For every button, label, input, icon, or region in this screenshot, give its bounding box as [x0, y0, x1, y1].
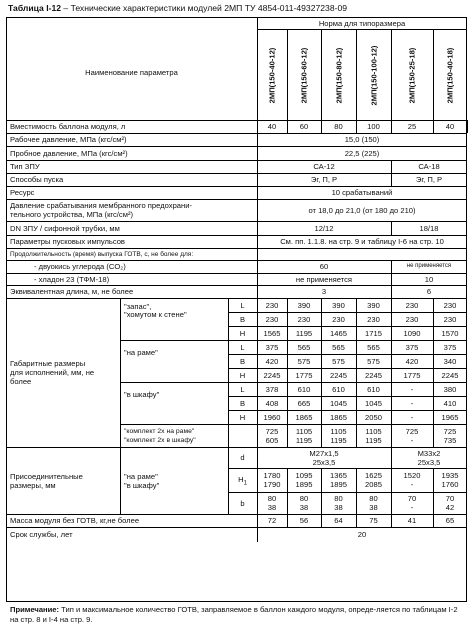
grid-line: [6, 221, 467, 222]
dim-value: 1570: [441, 328, 459, 338]
row-label: - двуокись углерода (CO₂): [34, 262, 126, 271]
row-label: Масса модуля без ГОТВ, кг,не более: [10, 516, 140, 525]
service-life-value: 20: [357, 530, 367, 539]
row-label: Срок службы, лет: [10, 530, 73, 539]
dim-letter: H: [239, 328, 246, 338]
mass-value: 65: [445, 516, 455, 525]
dim-value: 1775: [295, 370, 313, 380]
row-label: Ресурс: [10, 188, 35, 197]
dims-label: более: [10, 376, 32, 386]
conn-letter: d: [240, 453, 245, 462]
conn-d-18: М33х2 25х3,5: [417, 448, 441, 467]
dim-sublabel: "комплект 2х в шкафу": [124, 437, 196, 444]
conn-b: 80 38: [299, 494, 309, 512]
dim-value: 380: [443, 384, 457, 394]
grid-line: [287, 29, 288, 120]
dim-value: 1775: [403, 370, 421, 380]
dim-value: 2050: [365, 412, 382, 422]
dim-value: 1965: [441, 412, 459, 422]
row-label: Давление срабатывания мембранного предохрани-: [10, 201, 192, 210]
dim-value: 390: [332, 300, 345, 310]
dim-value: 420: [405, 356, 419, 366]
dim-sublabel: "комплект 2х на раме": [124, 428, 195, 435]
mass-value: 41: [407, 516, 417, 525]
conn-h: 1935 1760: [441, 471, 459, 489]
dim-value: 665: [297, 398, 311, 408]
table-note: Примечание: Тип и максимальное количество ГОТВ, заправляемое в баллон каждого модуля, опреде-ляется по таблицам I-2 на стр. 8 и I-4 на стр. 9.: [10, 605, 458, 624]
dim-letter: B: [239, 314, 246, 324]
size-group-header: Норма для типоразмера: [318, 19, 406, 28]
dim-value: 565: [332, 342, 345, 352]
row-value: 10 срабатываний: [331, 188, 393, 197]
row-value-12: Эг, П, Р: [310, 175, 338, 184]
conn-label: Присоединительные: [10, 471, 83, 481]
dim-value: 1045: [330, 398, 347, 408]
mass-value: 56: [299, 516, 309, 525]
dim-value: 230: [367, 314, 380, 324]
dim-value: 420: [265, 356, 279, 366]
dim-value: 2245: [263, 370, 281, 380]
grid-line: [391, 29, 392, 120]
capacity-value: 80: [334, 122, 343, 131]
dim-value: 410: [443, 398, 457, 408]
dim-value: 2245: [330, 370, 347, 380]
dim-value: 575: [367, 356, 380, 366]
dim-value: 375: [265, 342, 279, 352]
row-label: Пробное давление, МПа (кгс/см²): [10, 148, 128, 158]
dim-value: 565: [297, 342, 311, 352]
capacity-value: 60: [299, 122, 309, 131]
row-label: - хладон 23 (ТФМ-18): [34, 274, 110, 284]
dim-value: 725 605: [265, 426, 279, 445]
co2-value-18: не применяется: [406, 263, 452, 269]
conn-letter: $H_1$: [238, 475, 247, 487]
dim-value: 575: [332, 356, 345, 366]
dim-letter: H: [239, 412, 246, 422]
grid-line: [467, 120, 468, 133]
grid-line: [228, 410, 467, 411]
row-label: Рабочее давление, МПа (кгс/см²): [10, 135, 127, 144]
grid-line: [433, 29, 434, 120]
dim-value: 230: [297, 314, 311, 324]
model-header: 2МП(150-100-12): [369, 45, 378, 105]
dim-value: 2245: [365, 370, 382, 380]
dim-letter: H: [239, 370, 246, 380]
grid-line: [6, 173, 467, 174]
row-value-18: СА-18: [418, 162, 440, 171]
param-name-header: Наименование параметра: [85, 68, 178, 77]
conn-d-12: М27х1,5 25х3,5: [309, 448, 339, 467]
row-value: от 18,0 до 21,0 (от 180 до 210): [308, 205, 416, 215]
dim-value: 1865: [295, 412, 313, 422]
grid-line: [6, 527, 467, 528]
grid-line: [257, 17, 258, 120]
conn-label: размеры, мм: [10, 480, 56, 490]
dim-value: 390: [367, 300, 380, 310]
grid-line: [6, 146, 467, 147]
dim-value: 230: [405, 314, 419, 324]
row-label: Способы пуска: [10, 175, 64, 184]
row-value-12: СА-12: [313, 162, 335, 171]
dim-value: 575: [297, 356, 311, 366]
dim-value: 230: [265, 314, 279, 324]
dim-value: 1105 1195: [365, 426, 382, 445]
grid-line: [228, 354, 467, 355]
dim-value: 2245: [441, 370, 459, 380]
capacity-value: 40: [267, 122, 277, 131]
dims-label: для исполнений, мм, не: [10, 367, 95, 377]
dim-value: 610: [332, 384, 345, 394]
dim-value: 378: [265, 384, 279, 394]
dim-value: 230: [265, 300, 279, 310]
model-header: 2МП(150-40-18): [445, 47, 455, 103]
capacity-value: 100: [367, 122, 380, 131]
dim-value: -: [410, 412, 414, 422]
dim-sublabel: "хомутом к стене": [124, 310, 187, 319]
dim-value: 1045: [365, 398, 382, 408]
grid-line: [6, 260, 467, 261]
grid-line: [257, 29, 467, 30]
grid-line: [6, 514, 467, 515]
row-value-18: Эг, П, Р: [415, 175, 443, 184]
row-value-12: 12/12: [314, 223, 334, 233]
dim-value: 1960: [263, 412, 281, 422]
grid-line: [120, 447, 121, 514]
dim-letter: B: [239, 398, 246, 408]
dim-value: 610: [297, 384, 311, 394]
mass-value: 64: [334, 516, 343, 525]
dim-value: -: [410, 398, 414, 408]
grid-line: [6, 133, 467, 134]
dim-value: 375: [405, 342, 419, 352]
grid-line: [120, 424, 467, 425]
model-header: 2МП(150-80-12): [334, 47, 343, 103]
dim-sublabel: "в шкафу": [124, 390, 160, 399]
model-header: 2МП(150-40-12): [267, 47, 277, 103]
conn-h: 1095 1895: [295, 471, 313, 489]
mass-value: 75: [369, 516, 378, 525]
row-label: Параметры пусковых импульсов: [10, 237, 125, 246]
conn-h: 1625 2085: [365, 471, 382, 489]
dim-value: 1090: [403, 328, 421, 338]
grid-line: [6, 298, 467, 299]
dims-label: Габаритные размеры: [10, 358, 86, 368]
row-label: DN ЗПУ / сифонной трубки, мм: [10, 223, 120, 233]
grid-line: [228, 424, 229, 447]
equiv-value-18: 6: [426, 287, 432, 296]
dim-letter: L: [240, 342, 245, 352]
dim-value: 230: [332, 314, 345, 324]
dim-value: 230: [443, 300, 457, 310]
grid-line: [228, 368, 467, 369]
dim-value: 725 -: [405, 426, 419, 445]
dim-sublabel: "на раме": [124, 348, 158, 357]
grid-line: [6, 285, 467, 286]
grid-line: [228, 326, 467, 327]
dim-value: 1105 1195: [295, 426, 313, 445]
conn-b: 80 38: [267, 494, 277, 512]
grid-line: [228, 492, 467, 493]
grid-line: [6, 235, 467, 236]
equiv-value: 3: [321, 287, 327, 296]
hfc-value: не применяется: [295, 274, 353, 284]
grid-line: [6, 186, 467, 187]
grid-line: [120, 340, 467, 341]
dim-value: -: [410, 384, 414, 394]
conn-b: 70 42: [445, 494, 455, 512]
mass-value: 72: [267, 516, 277, 525]
row-value: См. пп. 1.1.8. на стр. 9 и таблицу I-6 на стр. 10: [280, 237, 444, 246]
dim-value: 230: [443, 314, 457, 324]
co2-value: 60: [319, 262, 329, 271]
dim-value: 610: [367, 384, 380, 394]
dim-value: 1195: [295, 328, 313, 338]
grid-line: [120, 382, 467, 383]
conn-sublabel: "на раме": [124, 471, 158, 481]
grid-line: [321, 29, 322, 120]
hfc-value-18: 10: [424, 274, 434, 284]
grid-line: [6, 199, 467, 200]
dim-letter: L: [240, 300, 245, 310]
model-header: 2МП(150-25-18): [407, 47, 417, 103]
row-label: Продолжительность (время) выпуска ГОТВ, с, не более для:: [10, 250, 194, 258]
conn-b: 80 38: [369, 494, 378, 512]
dim-sublabel: "запас",: [124, 302, 152, 311]
dim-value: 408: [265, 398, 279, 408]
dim-value: 1715: [365, 328, 382, 338]
capacity-value: 40: [445, 122, 455, 131]
dim-letter: B: [239, 356, 246, 366]
conn-letter: b: [240, 498, 245, 508]
conn-h: 1520 -: [403, 471, 421, 489]
row-label: Эквивалентная длина, м, не более: [10, 287, 134, 296]
row-label: Вместимость баллона модуля, л: [10, 122, 126, 131]
grid-line: [6, 120, 467, 121]
grid-line: [356, 29, 357, 120]
dim-value: 1105 1195: [330, 426, 347, 445]
grid-line: [120, 298, 121, 447]
row-value: 15,0 (150): [344, 135, 380, 144]
grid-line: [257, 248, 258, 260]
dim-value: 390: [297, 300, 311, 310]
dim-value: 340: [443, 356, 457, 366]
grid-line: [6, 160, 467, 161]
row-label: тельного устройства, МПа (кгс/см²): [10, 210, 133, 219]
model-header: 2МП(150-60-12): [299, 47, 309, 103]
grid-line: [228, 396, 467, 397]
dim-value: 725 735: [443, 426, 457, 445]
conn-b: 80 38: [334, 494, 343, 512]
row-label: Тип ЗПУ: [10, 162, 40, 171]
dim-value: 375: [443, 342, 457, 352]
table-title: Таблица I-12 – Технические характеристики модулей 2МП ТУ 4854-011-49327238-09: [8, 3, 348, 13]
dim-value: 1565: [263, 328, 281, 338]
capacity-value: 25: [407, 122, 417, 131]
grid-line: [228, 468, 467, 469]
row-value-18: 18/18: [419, 223, 439, 233]
grid-line: [228, 312, 467, 313]
conn-h: 1780 1790: [263, 471, 281, 489]
dim-value: 230: [405, 300, 419, 310]
dim-value: 565: [367, 342, 380, 352]
conn-sublabel: "в шкафу": [124, 480, 160, 490]
row-value: 22,5 (225): [344, 148, 380, 158]
dim-value: 1865: [330, 412, 347, 422]
conn-h: 1365 1895: [330, 471, 347, 489]
conn-b: 70 -: [407, 494, 417, 512]
dim-value: 1465: [330, 328, 347, 338]
dim-letter: L: [240, 384, 245, 394]
